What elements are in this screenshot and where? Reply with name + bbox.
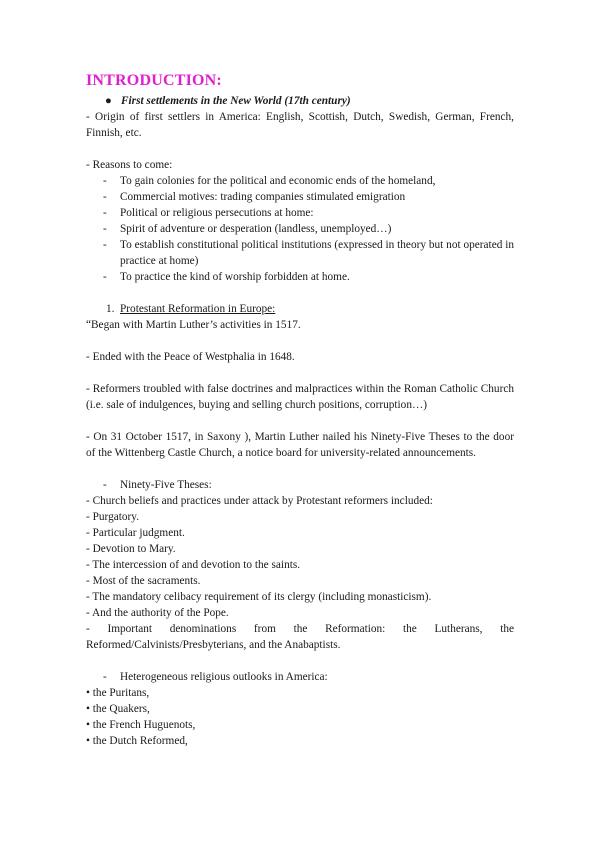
dash-marker: - — [103, 671, 107, 683]
outlooks-heading — [86, 669, 514, 685]
reformation-began: “Began with Martin Luther’s activities in 1517. — [86, 319, 301, 331]
section-1-heading — [86, 301, 514, 317]
list-item: • the Dutch Reformed, — [86, 735, 188, 747]
origin-line: - Origin of first settlers in America: English, Scottish, Dutch, Swedish, German, French, Finnish, etc. — [86, 111, 514, 139]
bullet-title-text: First settlements in the New World (17th century) — [121, 95, 351, 107]
reason-text: Political or religious persecutions at home: — [120, 207, 314, 219]
list-item — [86, 173, 514, 189]
dash-marker: - — [103, 191, 107, 203]
reasons-list — [86, 173, 514, 285]
section-title: Protestant Reformation in Europe: — [120, 303, 276, 315]
list-item: - Purgatory. — [86, 511, 140, 523]
list-item: - The intercession of and devotion to the saints. — [86, 559, 301, 571]
reason-text: To gain colonies for the political and economic ends of the homeland, — [120, 175, 436, 187]
spacer — [86, 653, 514, 669]
denominations-paragraph: - Important denominations from the Reformation: the Lutherans, the Reformed/Calvinists/Presbyterians, and the Anabaptists. — [86, 623, 514, 651]
dash-marker: - — [103, 271, 107, 283]
theses-heading — [86, 477, 514, 493]
reasons-intro: - Reasons to come: — [86, 159, 173, 171]
list-item: - Particular judgment. — [86, 527, 185, 539]
bullet-dot-icon: ● — [105, 95, 112, 107]
theses-event-paragraph: - On 31 October 1517, in Saxony ), Martin Luther nailed his Ninety-Five Theses to the door of the Wittenberg Castle Church, a notice board for university-related announcements. — [86, 431, 514, 459]
list-item: - Most of the sacraments. — [86, 575, 201, 587]
dash-marker: - — [103, 479, 107, 491]
list-item: - The mandatory celibacy requirement of its clergy (including monasticism). — [86, 591, 432, 603]
list-item — [86, 269, 514, 285]
reason-text: Commercial motives: trading companies stimulated emigration — [120, 191, 406, 203]
reason-text: To practice the kind of worship forbidden at home. — [120, 271, 350, 283]
spacer — [86, 413, 514, 429]
dash-marker: - — [103, 175, 107, 187]
theses-title: Ninety-Five Theses: — [120, 479, 212, 491]
spacer — [86, 333, 514, 349]
spacer — [86, 365, 514, 381]
reformation-ended: - Ended with the Peace of Westphalia in 1648. — [86, 351, 295, 363]
dash-marker: - — [103, 223, 107, 235]
dash-marker: - — [103, 239, 107, 251]
reason-text: To establish constitutional political institutions (expressed in theory but not operated in practice at home) — [120, 239, 514, 267]
section-number: 1. — [106, 303, 115, 315]
list-item: • the Puritans, — [86, 687, 150, 699]
theses-intro: - Church beliefs and practices under attack by Protestant reformers included: — [86, 495, 433, 507]
list-item — [86, 221, 514, 237]
list-item: - And the authority of the Pope. — [86, 607, 229, 619]
spacer — [86, 141, 514, 157]
reason-text: Spirit of adventure or desperation (landless, unemployed…) — [120, 223, 392, 235]
dash-marker: - — [103, 207, 107, 219]
section-bullet-title — [86, 93, 514, 109]
list-item — [86, 205, 514, 221]
page-heading: INTRODUCTION: — [86, 72, 222, 89]
list-item: - Devotion to Mary. — [86, 543, 176, 555]
list-item — [86, 189, 514, 205]
spacer — [86, 285, 514, 301]
list-item — [86, 237, 514, 269]
list-item: • the Quakers, — [86, 703, 150, 715]
reformers-paragraph: - Reformers troubled with false doctrines and malpractices within the Roman Catholic Church (i.e. sale of indulgences, buying and selling church positions, corruption…) — [86, 383, 514, 411]
list-item: • the French Huguenots, — [86, 719, 196, 731]
document-body — [86, 71, 514, 749]
spacer — [86, 461, 514, 477]
outlooks-title: Heterogeneous religious outlooks in America: — [120, 671, 328, 683]
